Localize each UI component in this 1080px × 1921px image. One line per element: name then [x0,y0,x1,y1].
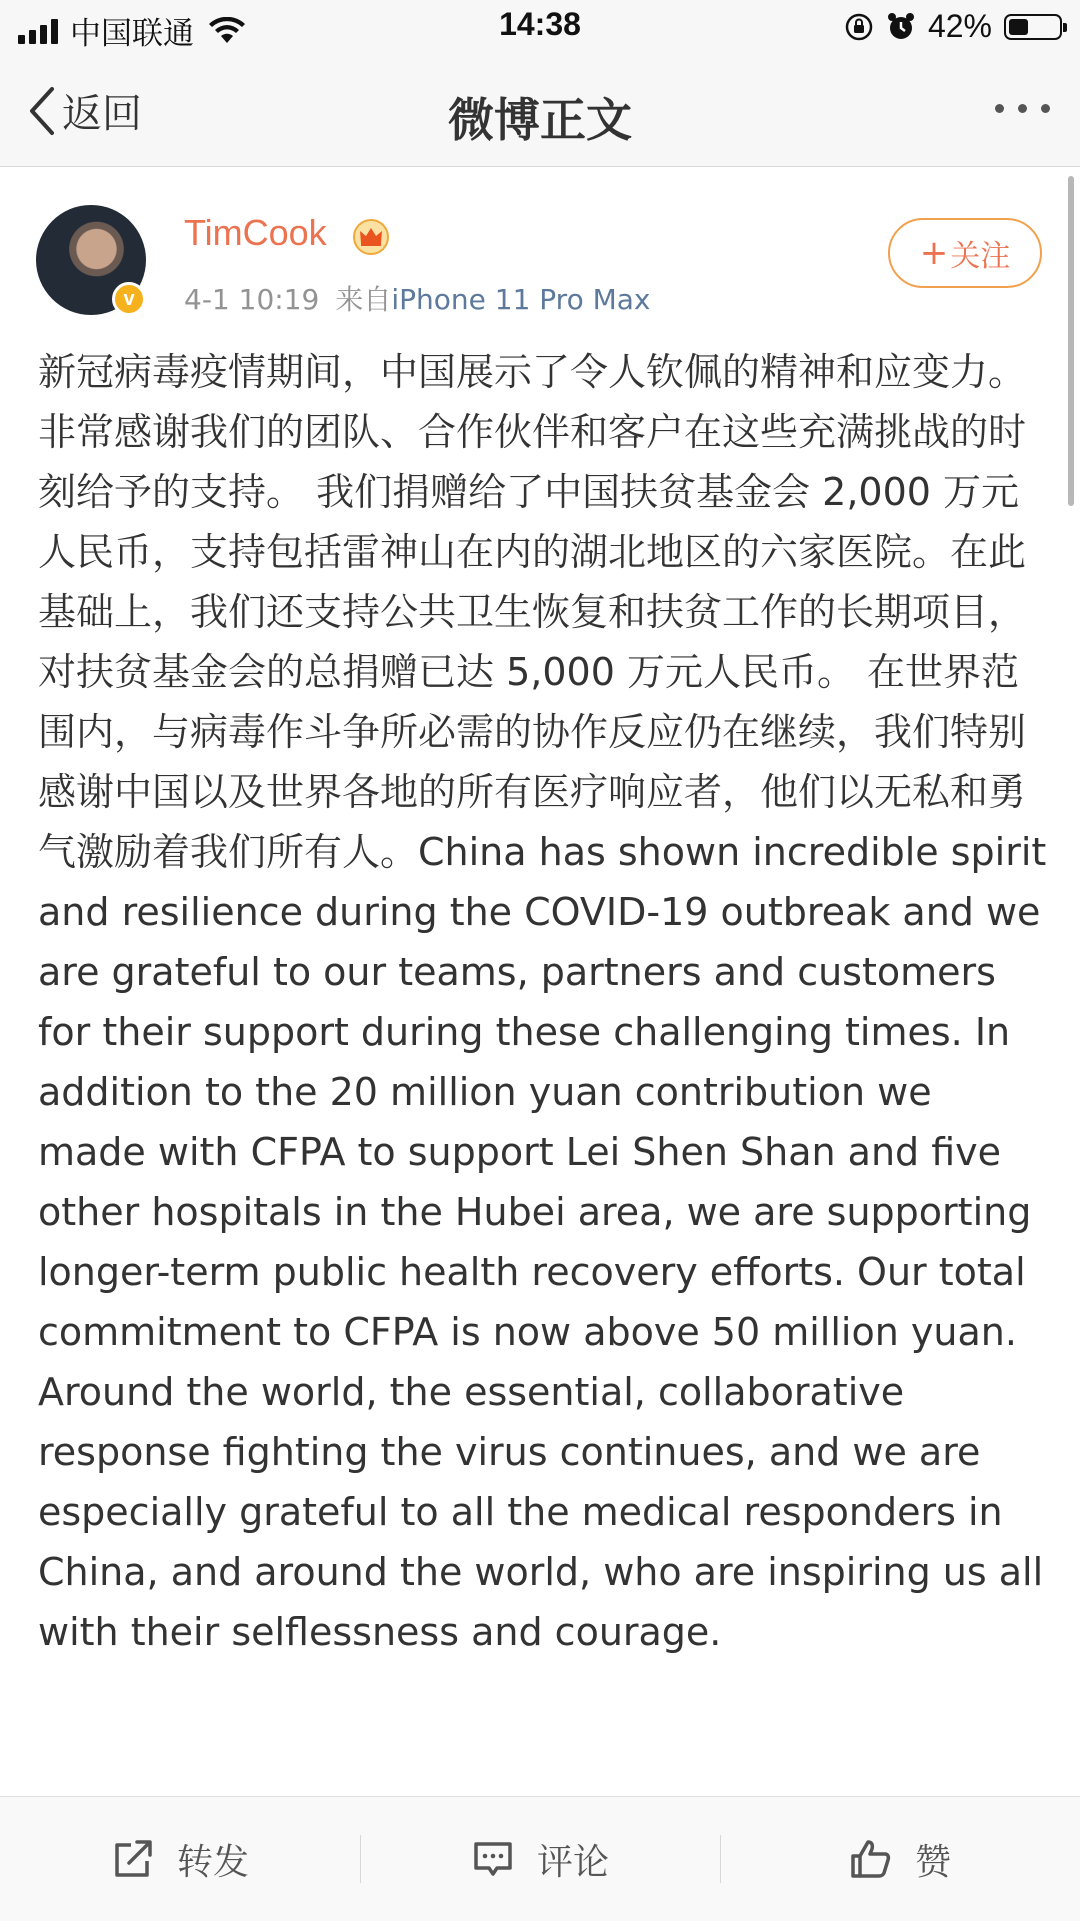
source-prefix: 来自 [335,283,392,316]
battery-fill [1009,19,1028,35]
like-icon [849,1837,893,1881]
follow-label: 关注 [950,239,1011,274]
comment-button[interactable] [360,1797,720,1921]
repost-button[interactable] [0,1797,360,1921]
page-title: 微博正文 [448,93,632,147]
follow-button[interactable] [888,218,1042,288]
post-date: 4-1 10:19 [184,283,320,316]
post-source-link[interactable]: iPhone 11 Pro Max [391,283,651,316]
repost-icon [111,1837,155,1881]
nav-bar [0,54,1080,167]
repost-label: 转发 [176,1841,249,1883]
battery-percent: 42% [927,8,992,44]
like-label: 赞 [914,1841,951,1883]
plus-icon: + [919,233,949,273]
like-button[interactable] [720,1797,1080,1921]
comment-label: 评论 [536,1841,609,1883]
scrollbar[interactable] [1068,176,1074,506]
battery-icon [1004,14,1062,40]
crown-icon[interactable] [352,218,390,256]
verified-icon: v [112,282,146,316]
username[interactable]: TimCook [184,212,327,253]
status-time: 14:38 [499,6,581,42]
post-meta [184,278,651,318]
carrier-name: 中国联通 [70,16,194,52]
back-label: 返回 [62,91,142,137]
status-bar [0,0,1080,54]
bottom-action-bar [0,1796,1080,1921]
lock-rotation-icon [844,12,874,42]
post-body: 新冠病毒疫情期间，中国展示了令人钦佩的精神和应变力。非常感谢我们的团队、合作伙伴和客户在这些充满挑战的时刻给予的支持。 我们捐赠给了中国扶贫基金会 2,000 万元人民币，支持包括雷神山在内的湖北地区的六家医院。在此基础上，我们还支持公共卫生恢复和扶贫工作的长期项目，对扶贫基金会的总捐赠已达 5,000 万元人民币。 在世界范围内，与病毒作斗争所必需的协作反应仍在继续，我们特别感谢中国以及世界各地的所有医疗响应者，他们以无私和勇气激励着我们所有人。China has shown incredible spirit and resilience during the COVID-19 outbreak and we are grateful to our teams, partners and customers for their support during these challenging times. In addition to the 20 million yuan contribution we made with CFPA to support Lei Shen Shan and five other hospitals in the Hubei area, we are supporting longer-term public health recovery efforts. Our total commitment to CFPA is now above 50 million yuan. Around the world, the essential, collaborative response fighting the virus continues, and we are especially grateful to all the medical responders in China, and around the world, who are inspiring us all with their selflessness and courage. [38,350,1047,1654]
comment-icon [471,1837,515,1881]
more-icon[interactable] [995,94,1050,123]
alarm-icon [886,12,916,42]
status-right [844,8,1062,45]
